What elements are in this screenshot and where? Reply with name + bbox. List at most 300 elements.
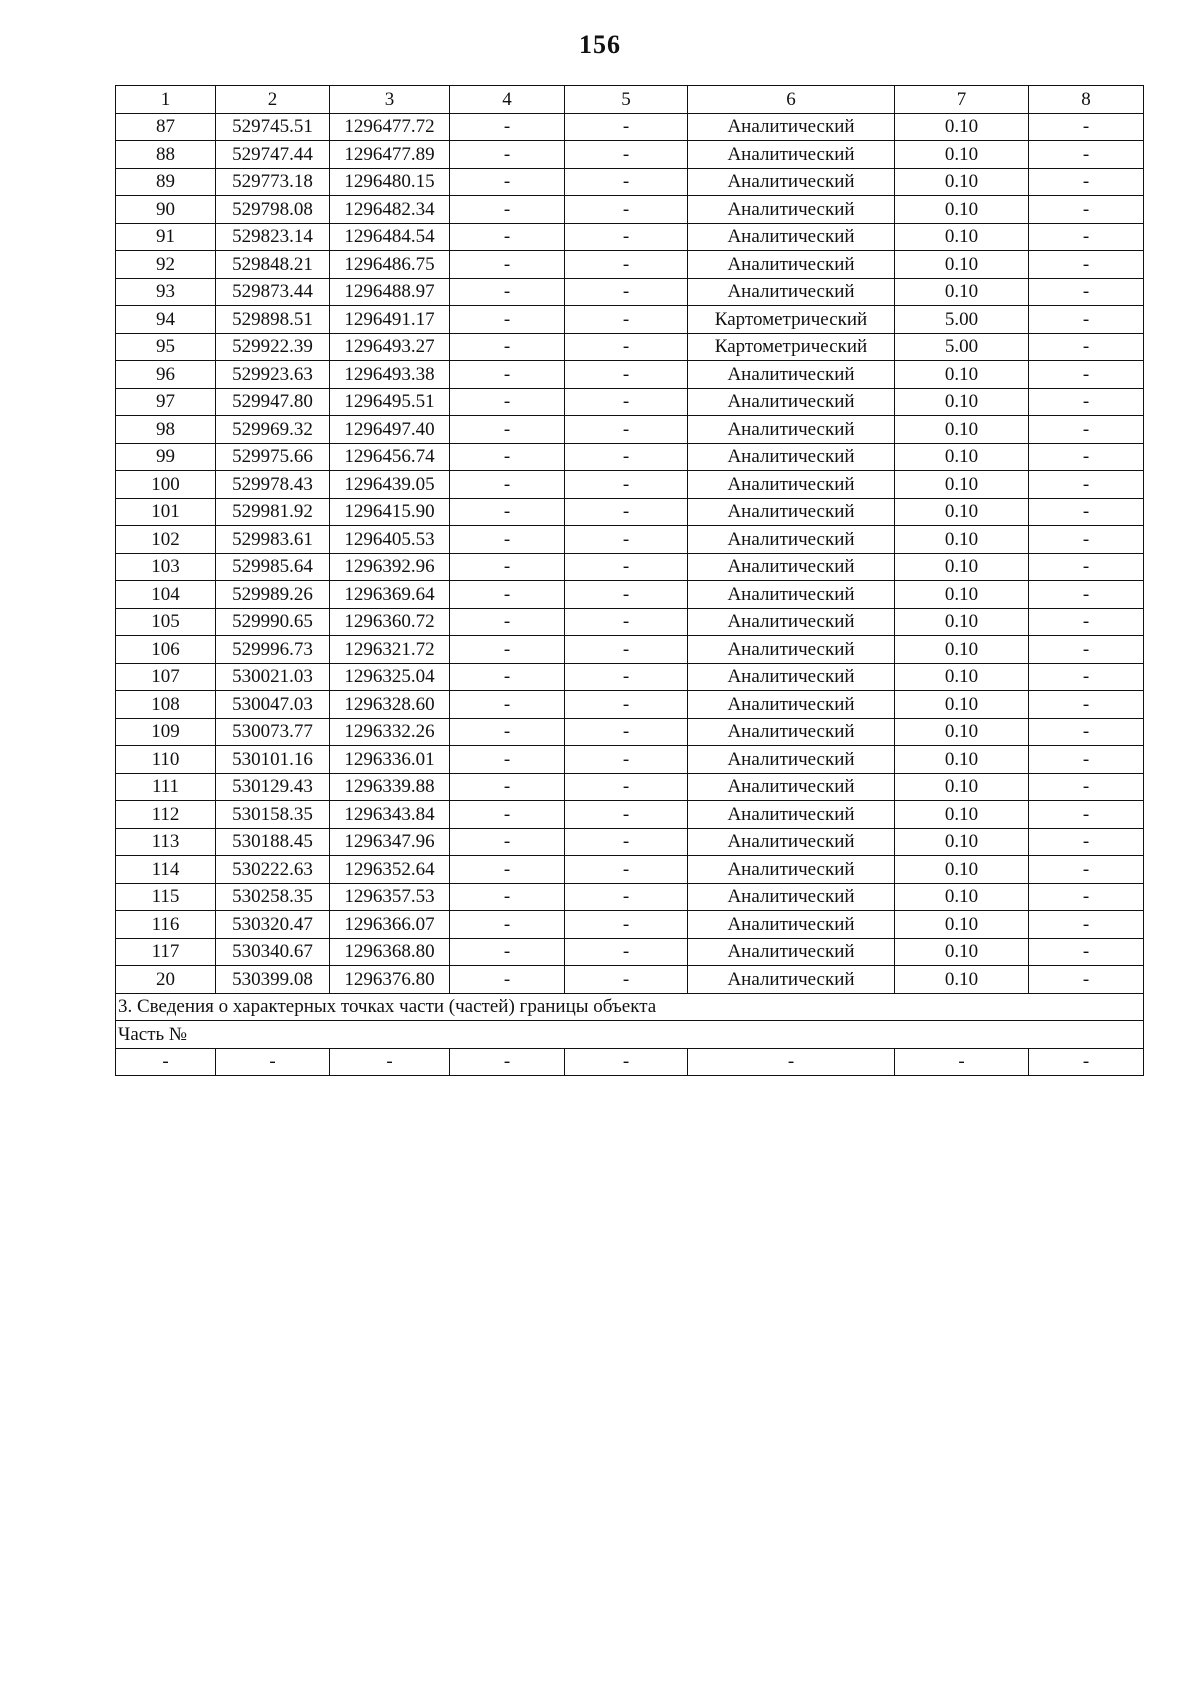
part-label: Часть № bbox=[116, 1021, 1144, 1049]
table-row bbox=[116, 168, 1144, 196]
x-coordinate-cell: 530258.35 bbox=[216, 883, 330, 911]
col4-cell: - bbox=[450, 883, 565, 911]
x-coordinate-cell: 529947.80 bbox=[216, 388, 330, 416]
point-number-cell: 114 bbox=[116, 856, 216, 884]
col8-cell: - bbox=[1029, 828, 1144, 856]
empty-cell: - bbox=[895, 1048, 1029, 1076]
col5-cell: - bbox=[565, 856, 688, 884]
col8-cell: - bbox=[1029, 883, 1144, 911]
column-header: 2 bbox=[216, 86, 330, 114]
x-coordinate-cell: 529747.44 bbox=[216, 141, 330, 169]
y-coordinate-cell: 1296486.75 bbox=[330, 251, 450, 279]
col5-cell: - bbox=[565, 471, 688, 499]
x-coordinate-cell: 529773.18 bbox=[216, 168, 330, 196]
col4-cell: - bbox=[450, 608, 565, 636]
point-number-cell: 117 bbox=[116, 938, 216, 966]
x-coordinate-cell: 529989.26 bbox=[216, 581, 330, 609]
x-coordinate-cell: 529983.61 bbox=[216, 526, 330, 554]
col5-cell: - bbox=[565, 608, 688, 636]
col8-cell: - bbox=[1029, 553, 1144, 581]
method-cell: Аналитический bbox=[688, 636, 895, 664]
col5-cell: - bbox=[565, 801, 688, 829]
table-row bbox=[116, 388, 1144, 416]
x-coordinate-cell: 529923.63 bbox=[216, 361, 330, 389]
point-number-cell: 97 bbox=[116, 388, 216, 416]
col5-cell: - bbox=[565, 526, 688, 554]
table-row bbox=[116, 938, 1144, 966]
col5-cell: - bbox=[565, 196, 688, 224]
x-coordinate-cell: 529996.73 bbox=[216, 636, 330, 664]
x-coordinate-cell: 530340.67 bbox=[216, 938, 330, 966]
accuracy-cell: 0.10 bbox=[895, 663, 1029, 691]
point-number-cell: 113 bbox=[116, 828, 216, 856]
method-cell: Аналитический bbox=[688, 251, 895, 279]
col5-cell: - bbox=[565, 746, 688, 774]
table-row bbox=[116, 801, 1144, 829]
x-coordinate-cell: 529981.92 bbox=[216, 498, 330, 526]
point-number-cell: 90 bbox=[116, 196, 216, 224]
y-coordinate-cell: 1296482.34 bbox=[330, 196, 450, 224]
col4-cell: - bbox=[450, 141, 565, 169]
col8-cell: - bbox=[1029, 278, 1144, 306]
col8-cell: - bbox=[1029, 718, 1144, 746]
method-cell: Аналитический bbox=[688, 911, 895, 939]
accuracy-cell: 0.10 bbox=[895, 773, 1029, 801]
part-label-row bbox=[116, 1021, 1144, 1049]
section-title: 3. Сведения о характерных точках части (частей) границы объекта bbox=[116, 993, 1144, 1021]
accuracy-cell: 0.10 bbox=[895, 553, 1029, 581]
col5-cell: - bbox=[565, 718, 688, 746]
accuracy-cell: 0.10 bbox=[895, 141, 1029, 169]
col5-cell: - bbox=[565, 828, 688, 856]
y-coordinate-cell: 1296321.72 bbox=[330, 636, 450, 664]
point-number-cell: 112 bbox=[116, 801, 216, 829]
y-coordinate-cell: 1296339.88 bbox=[330, 773, 450, 801]
col4-cell: - bbox=[450, 196, 565, 224]
table-row bbox=[116, 553, 1144, 581]
accuracy-cell: 0.10 bbox=[895, 608, 1029, 636]
table-row bbox=[116, 196, 1144, 224]
col5-cell: - bbox=[565, 443, 688, 471]
method-cell: Аналитический bbox=[688, 718, 895, 746]
y-coordinate-cell: 1296357.53 bbox=[330, 883, 450, 911]
accuracy-cell: 0.10 bbox=[895, 388, 1029, 416]
method-cell: Аналитический bbox=[688, 278, 895, 306]
method-cell: Аналитический bbox=[688, 526, 895, 554]
x-coordinate-cell: 530399.08 bbox=[216, 966, 330, 994]
col8-cell: - bbox=[1029, 773, 1144, 801]
accuracy-cell: 5.00 bbox=[895, 306, 1029, 334]
col5-cell: - bbox=[565, 911, 688, 939]
method-cell: Аналитический bbox=[688, 196, 895, 224]
table-row bbox=[116, 966, 1144, 994]
x-coordinate-cell: 530222.63 bbox=[216, 856, 330, 884]
method-cell: Аналитический bbox=[688, 168, 895, 196]
col5-cell: - bbox=[565, 691, 688, 719]
method-cell: Аналитический bbox=[688, 608, 895, 636]
method-cell: Аналитический bbox=[688, 691, 895, 719]
col4-cell: - bbox=[450, 553, 565, 581]
y-coordinate-cell: 1296415.90 bbox=[330, 498, 450, 526]
method-cell: Аналитический bbox=[688, 581, 895, 609]
method-cell: Аналитический bbox=[688, 746, 895, 774]
col5-cell: - bbox=[565, 636, 688, 664]
col8-cell: - bbox=[1029, 471, 1144, 499]
col8-cell: - bbox=[1029, 196, 1144, 224]
x-coordinate-cell: 529969.32 bbox=[216, 416, 330, 444]
x-coordinate-cell: 530021.03 bbox=[216, 663, 330, 691]
table-row bbox=[116, 141, 1144, 169]
col8-cell: - bbox=[1029, 938, 1144, 966]
col4-cell: - bbox=[450, 223, 565, 251]
method-cell: Аналитический bbox=[688, 966, 895, 994]
col5-cell: - bbox=[565, 223, 688, 251]
table-row bbox=[116, 471, 1144, 499]
y-coordinate-cell: 1296360.72 bbox=[330, 608, 450, 636]
y-coordinate-cell: 1296480.15 bbox=[330, 168, 450, 196]
point-number-cell: 96 bbox=[116, 361, 216, 389]
x-coordinate-cell: 530073.77 bbox=[216, 718, 330, 746]
table-row bbox=[116, 223, 1144, 251]
point-number-cell: 106 bbox=[116, 636, 216, 664]
y-coordinate-cell: 1296352.64 bbox=[330, 856, 450, 884]
method-cell: Аналитический bbox=[688, 883, 895, 911]
col4-cell: - bbox=[450, 718, 565, 746]
x-coordinate-cell: 530158.35 bbox=[216, 801, 330, 829]
x-coordinate-cell: 529975.66 bbox=[216, 443, 330, 471]
point-number-cell: 110 bbox=[116, 746, 216, 774]
accuracy-cell: 0.10 bbox=[895, 526, 1029, 554]
point-number-cell: 99 bbox=[116, 443, 216, 471]
col8-cell: - bbox=[1029, 306, 1144, 334]
col4-cell: - bbox=[450, 966, 565, 994]
y-coordinate-cell: 1296347.96 bbox=[330, 828, 450, 856]
method-cell: Аналитический bbox=[688, 773, 895, 801]
x-coordinate-cell: 529798.08 bbox=[216, 196, 330, 224]
accuracy-cell: 0.10 bbox=[895, 498, 1029, 526]
accuracy-cell: 0.10 bbox=[895, 278, 1029, 306]
col4-cell: - bbox=[450, 251, 565, 279]
table-row bbox=[116, 498, 1144, 526]
empty-row bbox=[116, 1048, 1144, 1076]
col5-cell: - bbox=[565, 553, 688, 581]
method-cell: Аналитический bbox=[688, 498, 895, 526]
x-coordinate-cell: 530320.47 bbox=[216, 911, 330, 939]
table-row bbox=[116, 333, 1144, 361]
table-row bbox=[116, 251, 1144, 279]
table-row bbox=[116, 581, 1144, 609]
col5-cell: - bbox=[565, 581, 688, 609]
accuracy-cell: 0.10 bbox=[895, 168, 1029, 196]
column-header: 6 bbox=[688, 86, 895, 114]
point-number-cell: 104 bbox=[116, 581, 216, 609]
table-row bbox=[116, 856, 1144, 884]
y-coordinate-cell: 1296405.53 bbox=[330, 526, 450, 554]
method-cell: Аналитический bbox=[688, 471, 895, 499]
col8-cell: - bbox=[1029, 911, 1144, 939]
x-coordinate-cell: 529873.44 bbox=[216, 278, 330, 306]
col5-cell: - bbox=[565, 966, 688, 994]
col4-cell: - bbox=[450, 663, 565, 691]
col4-cell: - bbox=[450, 911, 565, 939]
y-coordinate-cell: 1296328.60 bbox=[330, 691, 450, 719]
y-coordinate-cell: 1296488.97 bbox=[330, 278, 450, 306]
col4-cell: - bbox=[450, 361, 565, 389]
point-number-cell: 92 bbox=[116, 251, 216, 279]
table-row bbox=[116, 113, 1144, 141]
method-cell: Картометрический bbox=[688, 333, 895, 361]
y-coordinate-cell: 1296484.54 bbox=[330, 223, 450, 251]
col5-cell: - bbox=[565, 498, 688, 526]
point-number-cell: 91 bbox=[116, 223, 216, 251]
table-row bbox=[116, 361, 1144, 389]
table-row bbox=[116, 746, 1144, 774]
col4-cell: - bbox=[450, 773, 565, 801]
col5-cell: - bbox=[565, 388, 688, 416]
col8-cell: - bbox=[1029, 581, 1144, 609]
point-number-cell: 108 bbox=[116, 691, 216, 719]
point-number-cell: 101 bbox=[116, 498, 216, 526]
method-cell: Картометрический bbox=[688, 306, 895, 334]
col8-cell: - bbox=[1029, 141, 1144, 169]
y-coordinate-cell: 1296477.89 bbox=[330, 141, 450, 169]
y-coordinate-cell: 1296439.05 bbox=[330, 471, 450, 499]
col5-cell: - bbox=[565, 141, 688, 169]
point-number-cell: 103 bbox=[116, 553, 216, 581]
y-coordinate-cell: 1296332.26 bbox=[330, 718, 450, 746]
accuracy-cell: 0.10 bbox=[895, 746, 1029, 774]
col8-cell: - bbox=[1029, 361, 1144, 389]
accuracy-cell: 0.10 bbox=[895, 938, 1029, 966]
accuracy-cell: 0.10 bbox=[895, 828, 1029, 856]
col4-cell: - bbox=[450, 526, 565, 554]
accuracy-cell: 0.10 bbox=[895, 471, 1029, 499]
method-cell: Аналитический bbox=[688, 223, 895, 251]
x-coordinate-cell: 530101.16 bbox=[216, 746, 330, 774]
point-number-cell: 109 bbox=[116, 718, 216, 746]
col8-cell: - bbox=[1029, 113, 1144, 141]
y-coordinate-cell: 1296366.07 bbox=[330, 911, 450, 939]
x-coordinate-cell: 530129.43 bbox=[216, 773, 330, 801]
col5-cell: - bbox=[565, 938, 688, 966]
col5-cell: - bbox=[565, 663, 688, 691]
table-row bbox=[116, 773, 1144, 801]
method-cell: Аналитический bbox=[688, 388, 895, 416]
col8-cell: - bbox=[1029, 691, 1144, 719]
coordinates-table bbox=[115, 85, 1144, 1076]
column-header: 7 bbox=[895, 86, 1029, 114]
point-number-cell: 105 bbox=[116, 608, 216, 636]
accuracy-cell: 0.10 bbox=[895, 581, 1029, 609]
accuracy-cell: 0.10 bbox=[895, 196, 1029, 224]
x-coordinate-cell: 530188.45 bbox=[216, 828, 330, 856]
col4-cell: - bbox=[450, 168, 565, 196]
column-header: 5 bbox=[565, 86, 688, 114]
col5-cell: - bbox=[565, 168, 688, 196]
table-row bbox=[116, 608, 1144, 636]
x-coordinate-cell: 529848.21 bbox=[216, 251, 330, 279]
y-coordinate-cell: 1296392.96 bbox=[330, 553, 450, 581]
accuracy-cell: 0.10 bbox=[895, 416, 1029, 444]
y-coordinate-cell: 1296493.38 bbox=[330, 361, 450, 389]
col8-cell: - bbox=[1029, 801, 1144, 829]
table-row bbox=[116, 636, 1144, 664]
table-row bbox=[116, 526, 1144, 554]
table-row bbox=[116, 663, 1144, 691]
empty-cell: - bbox=[1029, 1048, 1144, 1076]
point-number-cell: 95 bbox=[116, 333, 216, 361]
table-header-row bbox=[116, 86, 1144, 114]
point-number-cell: 93 bbox=[116, 278, 216, 306]
empty-cell: - bbox=[216, 1048, 330, 1076]
col5-cell: - bbox=[565, 278, 688, 306]
col4-cell: - bbox=[450, 801, 565, 829]
y-coordinate-cell: 1296493.27 bbox=[330, 333, 450, 361]
y-coordinate-cell: 1296497.40 bbox=[330, 416, 450, 444]
col4-cell: - bbox=[450, 416, 565, 444]
method-cell: Аналитический bbox=[688, 141, 895, 169]
table-row bbox=[116, 691, 1144, 719]
col5-cell: - bbox=[565, 113, 688, 141]
x-coordinate-cell: 529823.14 bbox=[216, 223, 330, 251]
col5-cell: - bbox=[565, 883, 688, 911]
col4-cell: - bbox=[450, 938, 565, 966]
col4-cell: - bbox=[450, 498, 565, 526]
y-coordinate-cell: 1296491.17 bbox=[330, 306, 450, 334]
x-coordinate-cell: 529978.43 bbox=[216, 471, 330, 499]
point-number-cell: 102 bbox=[116, 526, 216, 554]
col4-cell: - bbox=[450, 636, 565, 664]
col4-cell: - bbox=[450, 856, 565, 884]
method-cell: Аналитический bbox=[688, 663, 895, 691]
col8-cell: - bbox=[1029, 223, 1144, 251]
col4-cell: - bbox=[450, 746, 565, 774]
empty-cell: - bbox=[565, 1048, 688, 1076]
col8-cell: - bbox=[1029, 856, 1144, 884]
col4-cell: - bbox=[450, 471, 565, 499]
col8-cell: - bbox=[1029, 251, 1144, 279]
method-cell: Аналитический bbox=[688, 416, 895, 444]
table-row bbox=[116, 416, 1144, 444]
accuracy-cell: 0.10 bbox=[895, 883, 1029, 911]
point-number-cell: 116 bbox=[116, 911, 216, 939]
col4-cell: - bbox=[450, 828, 565, 856]
section-title-row bbox=[116, 993, 1144, 1021]
table-row bbox=[116, 278, 1144, 306]
method-cell: Аналитический bbox=[688, 443, 895, 471]
empty-cell: - bbox=[450, 1048, 565, 1076]
table-row bbox=[116, 443, 1144, 471]
accuracy-cell: 0.10 bbox=[895, 443, 1029, 471]
accuracy-cell: 0.10 bbox=[895, 911, 1029, 939]
col5-cell: - bbox=[565, 251, 688, 279]
col5-cell: - bbox=[565, 361, 688, 389]
point-number-cell: 100 bbox=[116, 471, 216, 499]
col4-cell: - bbox=[450, 306, 565, 334]
col8-cell: - bbox=[1029, 416, 1144, 444]
table-row bbox=[116, 306, 1144, 334]
method-cell: Аналитический bbox=[688, 113, 895, 141]
accuracy-cell: 0.10 bbox=[895, 223, 1029, 251]
point-number-cell: 115 bbox=[116, 883, 216, 911]
x-coordinate-cell: 529898.51 bbox=[216, 306, 330, 334]
y-coordinate-cell: 1296376.80 bbox=[330, 966, 450, 994]
empty-cell: - bbox=[116, 1048, 216, 1076]
method-cell: Аналитический bbox=[688, 828, 895, 856]
accuracy-cell: 0.10 bbox=[895, 691, 1029, 719]
point-number-cell: 107 bbox=[116, 663, 216, 691]
col5-cell: - bbox=[565, 333, 688, 361]
accuracy-cell: 0.10 bbox=[895, 361, 1029, 389]
col4-cell: - bbox=[450, 333, 565, 361]
table-row bbox=[116, 883, 1144, 911]
x-coordinate-cell: 529985.64 bbox=[216, 553, 330, 581]
col8-cell: - bbox=[1029, 526, 1144, 554]
empty-cell: - bbox=[330, 1048, 450, 1076]
col5-cell: - bbox=[565, 416, 688, 444]
accuracy-cell: 0.10 bbox=[895, 113, 1029, 141]
point-number-cell: 111 bbox=[116, 773, 216, 801]
method-cell: Аналитический bbox=[688, 553, 895, 581]
col8-cell: - bbox=[1029, 663, 1144, 691]
x-coordinate-cell: 529745.51 bbox=[216, 113, 330, 141]
accuracy-cell: 0.10 bbox=[895, 801, 1029, 829]
col4-cell: - bbox=[450, 388, 565, 416]
table-row bbox=[116, 911, 1144, 939]
col8-cell: - bbox=[1029, 443, 1144, 471]
y-coordinate-cell: 1296368.80 bbox=[330, 938, 450, 966]
col5-cell: - bbox=[565, 773, 688, 801]
col4-cell: - bbox=[450, 443, 565, 471]
accuracy-cell: 0.10 bbox=[895, 251, 1029, 279]
y-coordinate-cell: 1296325.04 bbox=[330, 663, 450, 691]
accuracy-cell: 0.10 bbox=[895, 636, 1029, 664]
x-coordinate-cell: 530047.03 bbox=[216, 691, 330, 719]
accuracy-cell: 0.10 bbox=[895, 856, 1029, 884]
y-coordinate-cell: 1296477.72 bbox=[330, 113, 450, 141]
accuracy-cell: 0.10 bbox=[895, 718, 1029, 746]
col8-cell: - bbox=[1029, 168, 1144, 196]
col8-cell: - bbox=[1029, 388, 1144, 416]
column-header: 8 bbox=[1029, 86, 1144, 114]
col8-cell: - bbox=[1029, 636, 1144, 664]
method-cell: Аналитический bbox=[688, 801, 895, 829]
column-header: 1 bbox=[116, 86, 216, 114]
point-number-cell: 20 bbox=[116, 966, 216, 994]
y-coordinate-cell: 1296343.84 bbox=[330, 801, 450, 829]
point-number-cell: 98 bbox=[116, 416, 216, 444]
column-header: 3 bbox=[330, 86, 450, 114]
y-coordinate-cell: 1296456.74 bbox=[330, 443, 450, 471]
point-number-cell: 87 bbox=[116, 113, 216, 141]
col4-cell: - bbox=[450, 113, 565, 141]
y-coordinate-cell: 1296369.64 bbox=[330, 581, 450, 609]
y-coordinate-cell: 1296336.01 bbox=[330, 746, 450, 774]
table-row bbox=[116, 828, 1144, 856]
method-cell: Аналитический bbox=[688, 361, 895, 389]
col8-cell: - bbox=[1029, 608, 1144, 636]
col5-cell: - bbox=[565, 306, 688, 334]
x-coordinate-cell: 529990.65 bbox=[216, 608, 330, 636]
col8-cell: - bbox=[1029, 498, 1144, 526]
method-cell: Аналитический bbox=[688, 856, 895, 884]
point-number-cell: 94 bbox=[116, 306, 216, 334]
page-number: 156 bbox=[579, 30, 621, 59]
col4-cell: - bbox=[450, 278, 565, 306]
column-header: 4 bbox=[450, 86, 565, 114]
point-number-cell: 88 bbox=[116, 141, 216, 169]
col8-cell: - bbox=[1029, 746, 1144, 774]
